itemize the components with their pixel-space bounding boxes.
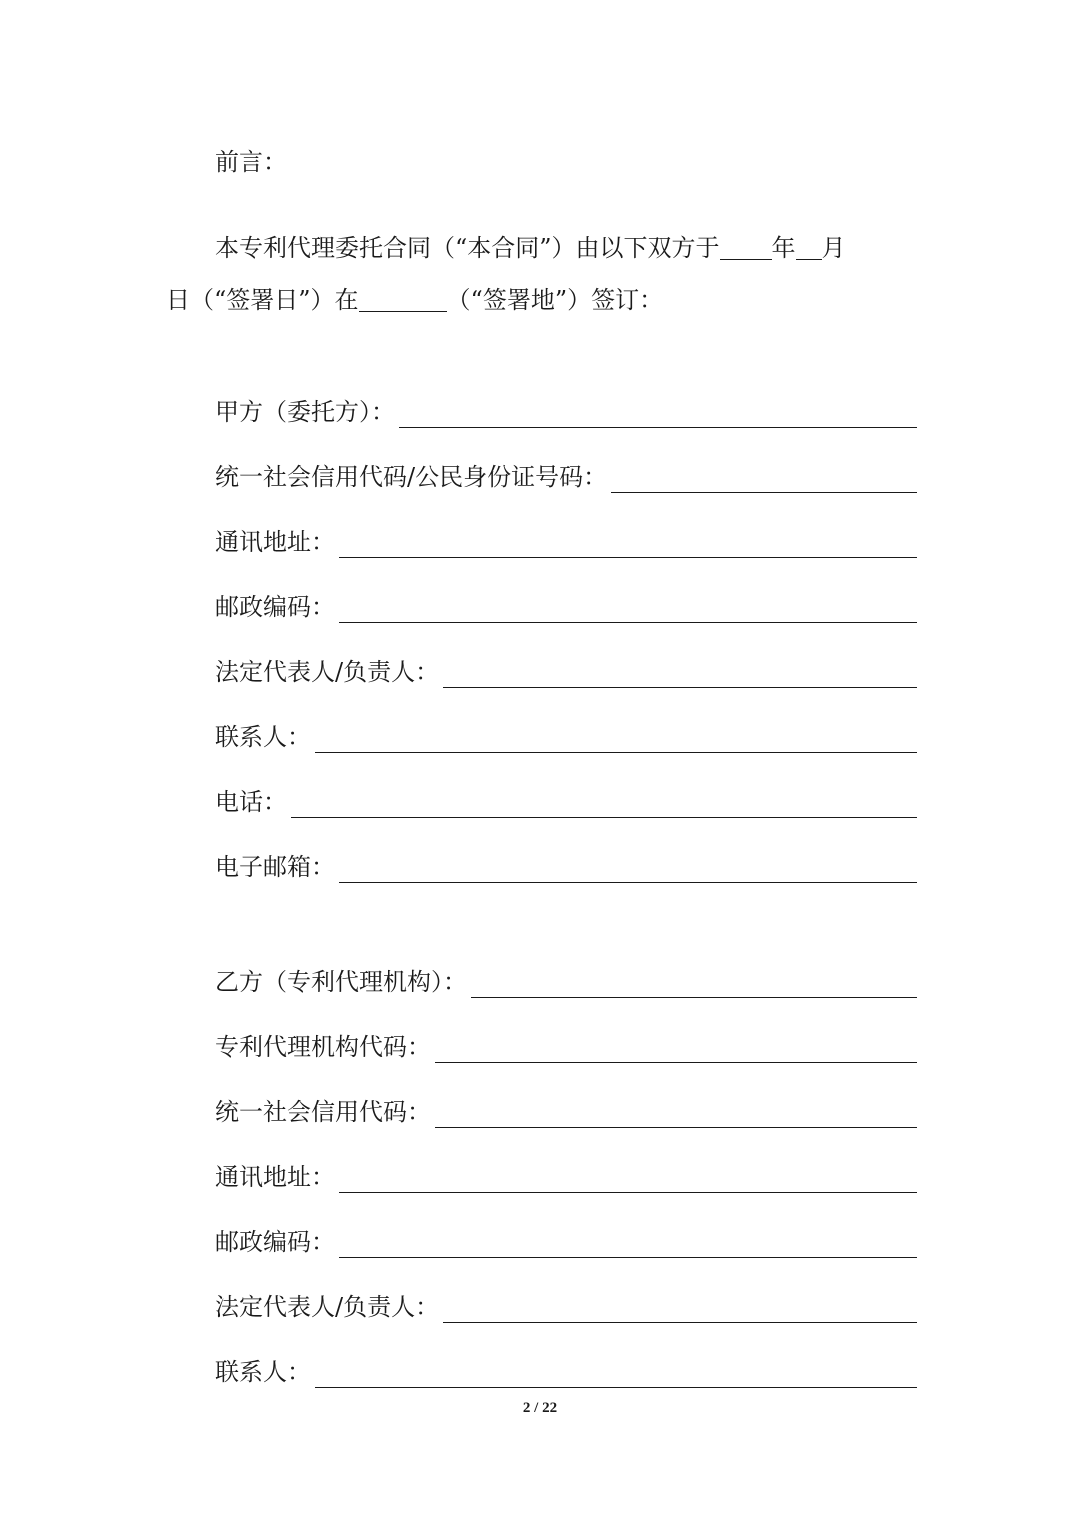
fill-line[interactable]	[339, 598, 917, 623]
field-label: 甲方（委托方）：	[215, 398, 395, 426]
fill-line[interactable]	[435, 1038, 917, 1063]
fill-line[interactable]	[315, 728, 917, 753]
page-number: 2 / 22	[522, 1400, 558, 1416]
fill-line[interactable]	[435, 1103, 917, 1128]
fill-line[interactable]	[339, 533, 917, 558]
fill-line[interactable]	[339, 858, 917, 883]
party-b-address-field	[215, 1155, 917, 1195]
field-label: 电话：	[215, 788, 287, 816]
fill-line[interactable]	[471, 973, 917, 998]
party-b-postcode-field	[215, 1220, 917, 1260]
year-label: 年	[771, 234, 796, 262]
fill-line[interactable]	[399, 403, 917, 428]
party-a-contact-field	[215, 715, 917, 755]
preface-line-1	[166, 222, 918, 274]
fill-line[interactable]	[611, 468, 917, 493]
fill-line[interactable]	[339, 1233, 917, 1258]
field-label: 邮政编码：	[215, 593, 335, 621]
field-label: 法定代表人/负责人：	[215, 658, 440, 686]
intro-text-1: 本专利代理委托合同（“本合同”）由以下双方于	[215, 234, 720, 262]
party-a-postcode-field	[215, 585, 917, 625]
party-b-name-field	[215, 960, 917, 1000]
preface-paragraph	[166, 222, 918, 326]
month-blank[interactable]	[796, 229, 822, 260]
party-b-contact-field	[215, 1350, 917, 1390]
field-label: 统一社会信用代码：	[215, 1098, 431, 1126]
field-label: 专利代理机构代码：	[215, 1033, 431, 1061]
month-label: 月	[821, 234, 846, 262]
fill-line[interactable]	[339, 1168, 917, 1193]
party-b-credit-code-field	[215, 1090, 917, 1130]
field-label: 乙方（专利代理机构）：	[215, 968, 467, 996]
party-a-name-field	[215, 390, 917, 430]
party-a-address-field	[215, 520, 917, 560]
fill-line[interactable]	[443, 663, 917, 688]
fill-line[interactable]	[315, 1363, 917, 1388]
field-label: 法定代表人/负责人：	[215, 1293, 440, 1321]
field-label: 统一社会信用代码/公民身份证号码：	[215, 463, 608, 491]
fill-line[interactable]	[443, 1298, 917, 1323]
intro-text-3: （“签署地”）签订：	[446, 286, 664, 314]
party-b-legal-rep-field	[215, 1285, 917, 1325]
party-a-email-field	[215, 845, 917, 885]
field-label: 电子邮箱：	[215, 853, 335, 881]
field-label: 通讯地址：	[215, 1163, 335, 1191]
fill-line[interactable]	[291, 793, 917, 818]
field-label: 通讯地址：	[215, 528, 335, 556]
party-a-credit-code-field	[215, 455, 917, 495]
party-a-legal-rep-field	[215, 650, 917, 690]
intro-text-2: 日（“签署日”）在	[166, 286, 359, 314]
preface-line-2	[166, 274, 918, 326]
party-b-agency-code-field	[215, 1025, 917, 1065]
place-blank[interactable]	[359, 281, 447, 312]
year-blank[interactable]	[720, 229, 772, 260]
party-a-phone-field	[215, 780, 917, 820]
field-label: 联系人：	[215, 723, 311, 751]
preface-heading: 前言：	[215, 148, 287, 176]
field-label: 联系人：	[215, 1358, 311, 1386]
field-label: 邮政编码：	[215, 1228, 335, 1256]
